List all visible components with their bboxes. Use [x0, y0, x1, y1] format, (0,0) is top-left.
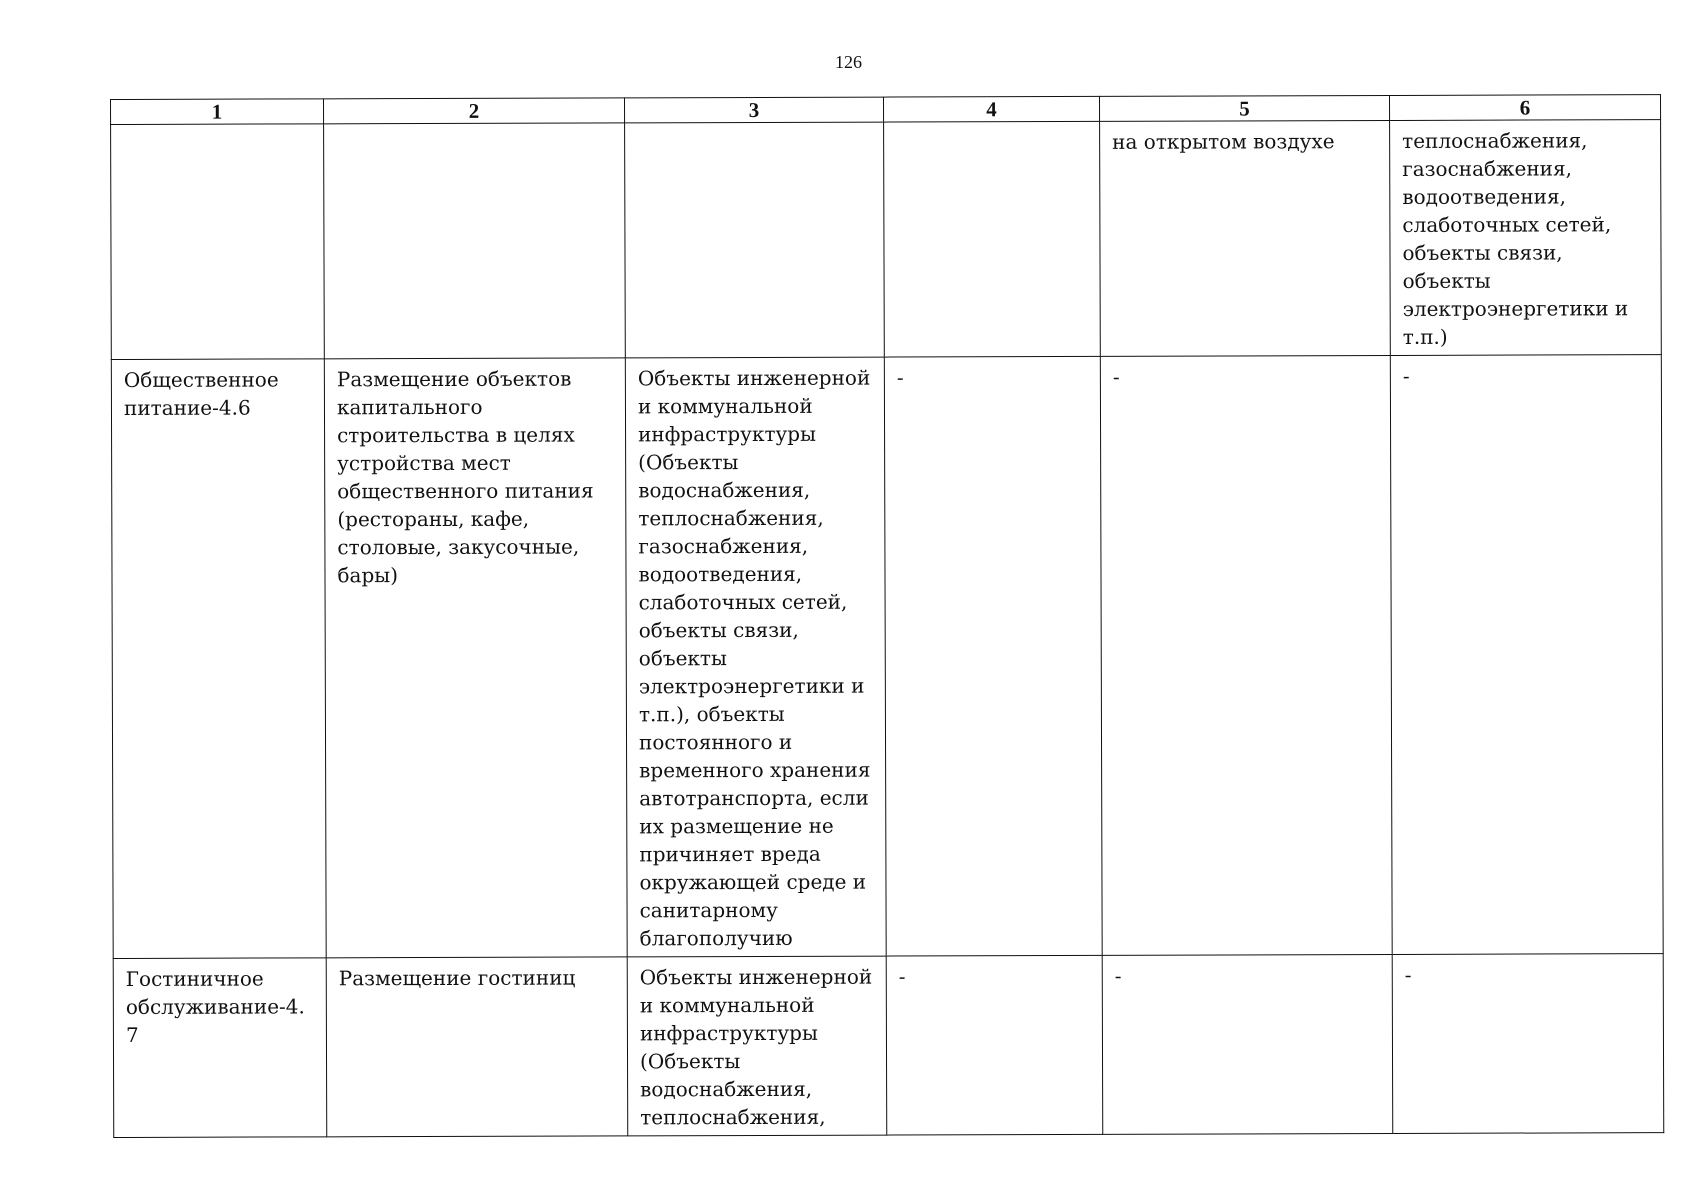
cell-auxiliary-objects: Объекты инженерной и коммунальной инфраструктуры (Объекты водоснабжения, теплоснабжения,	[627, 956, 887, 1136]
cell-use-type	[111, 124, 325, 360]
cell-description: Размещение объектов капитального строительства в целях устройства мест общественного питания (рестораны, кафе, столовые, закусочные, бары)	[324, 358, 627, 958]
cell-col-6: -	[1390, 355, 1663, 955]
column-header-3: 3	[624, 97, 883, 123]
column-header-4: 4	[883, 96, 1099, 122]
table-row	[111, 355, 1663, 959]
column-header-6: 6	[1389, 95, 1660, 121]
cell-col-6: -	[1392, 954, 1664, 1134]
cell-use-type: Гостиничное обслуживание-4.7	[113, 958, 327, 1138]
cell-col-5: -	[1102, 954, 1393, 1134]
cell-description: Размещение гостиниц	[326, 957, 628, 1137]
cell-col-6: теплоснабжения, газоснабжения, водоотведения, слаботочных сетей, объекты связи, объекты электроэнергетики и т.п.)	[1390, 120, 1662, 356]
land-use-table	[110, 94, 1664, 1138]
cell-col-4: -	[884, 356, 1102, 956]
cell-col-5: -	[1100, 355, 1392, 955]
cell-col-4	[884, 121, 1101, 357]
cell-auxiliary-objects	[625, 122, 885, 358]
cell-col-4: -	[886, 955, 1103, 1135]
cell-auxiliary-objects: Объекты инженерной и коммунальной инфраструктуры (Объекты водоснабжения, теплоснабжения, газоснабжения, водоотведения, слаботочных сетей, объекты связи, объекты электроэнергетики и т.п.), объекты постоянного и временного хранения автотранспорта, если их размещение не причиняет вреда окружающей среде и санитарному благополучию	[625, 357, 886, 957]
column-header-2: 2	[324, 98, 625, 124]
cell-description	[324, 123, 626, 359]
page-number: 126	[835, 52, 862, 72]
cell-col-5: на открытом воздухе	[1100, 120, 1391, 356]
table-row	[111, 120, 1662, 360]
table-row	[113, 954, 1664, 1138]
column-header-1: 1	[111, 99, 324, 125]
column-header-5: 5	[1099, 95, 1389, 121]
cell-use-type: Общественное питание-4.6	[111, 359, 326, 959]
